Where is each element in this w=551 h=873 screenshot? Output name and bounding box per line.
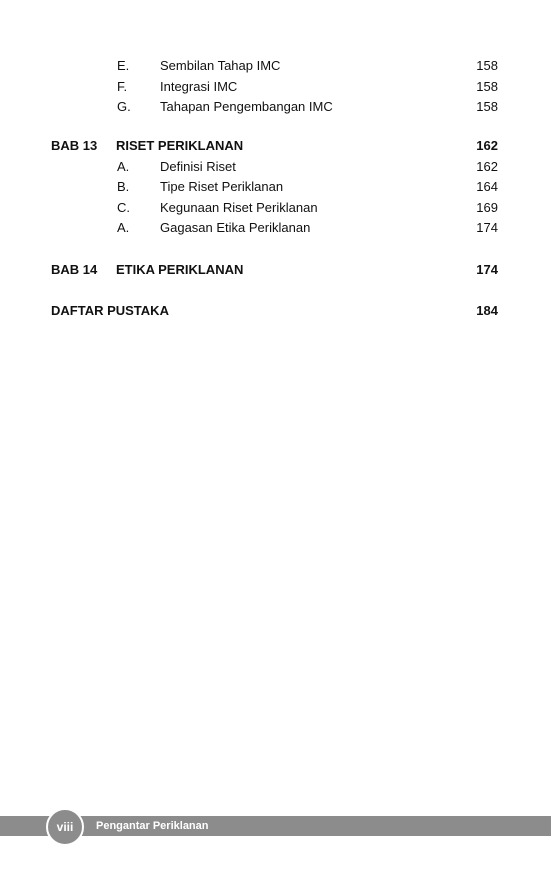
toc-entry-page: 158 [476,79,498,94]
toc-entry-title: Tahapan Pengembangan IMC [160,99,333,114]
chapter-title: RISET PERIKLANAN [116,138,244,153]
toc-entry-title: Gagasan Etika Periklanan [160,220,311,235]
toc-entry-page: 158 [476,99,498,114]
toc-entry-page: 164 [476,179,498,194]
toc-entry-letter: F. [117,79,128,94]
toc-entry-letter: E. [117,58,130,73]
footer-book-title: Pengantar Periklanan [96,820,209,832]
toc-entry-page: 174 [476,220,498,235]
toc-entry-title: Kegunaan Riset Periklanan [160,200,318,215]
toc-entry-letter: A. [117,220,130,235]
toc-chapter [0,260,551,280]
chapter-title: ETIKA PERIKLANAN [116,262,244,277]
toc-entry [0,198,551,218]
toc-entry-letter: G. [117,99,131,114]
toc-entry-title: Definisi Riset [160,159,236,174]
toc-daftar-pustaka [0,301,551,321]
toc-entry [0,177,551,197]
chapter-page: 162 [476,138,498,153]
toc-entry-title: Tipe Riset Periklanan [160,179,284,194]
toc-chapter [0,136,551,156]
toc-entry [0,77,551,97]
chapter-number: BAB 14 [51,262,98,277]
toc-entry-title: Sembilan Tahap IMC [160,58,281,73]
toc-entry-page: 158 [476,58,498,73]
toc-entry [0,157,551,177]
toc-entry [0,97,551,117]
toc-entry [0,56,551,76]
toc-entry-letter: C. [117,200,130,215]
toc-entry [0,218,551,238]
toc-entry-title: Integrasi IMC [160,79,238,94]
toc-entry-page: 162 [476,159,498,174]
chapter-page: 174 [476,262,498,277]
chapter-number: BAB 13 [51,138,98,153]
page-number-badge: viii [46,808,84,846]
toc-entry-page: 169 [476,200,498,215]
toc-entry-letter: B. [117,179,130,194]
toc-entry-letter: A. [117,159,130,174]
daftar-pustaka-title: DAFTAR PUSTAKA [51,303,169,318]
daftar-pustaka-page: 184 [476,303,498,318]
